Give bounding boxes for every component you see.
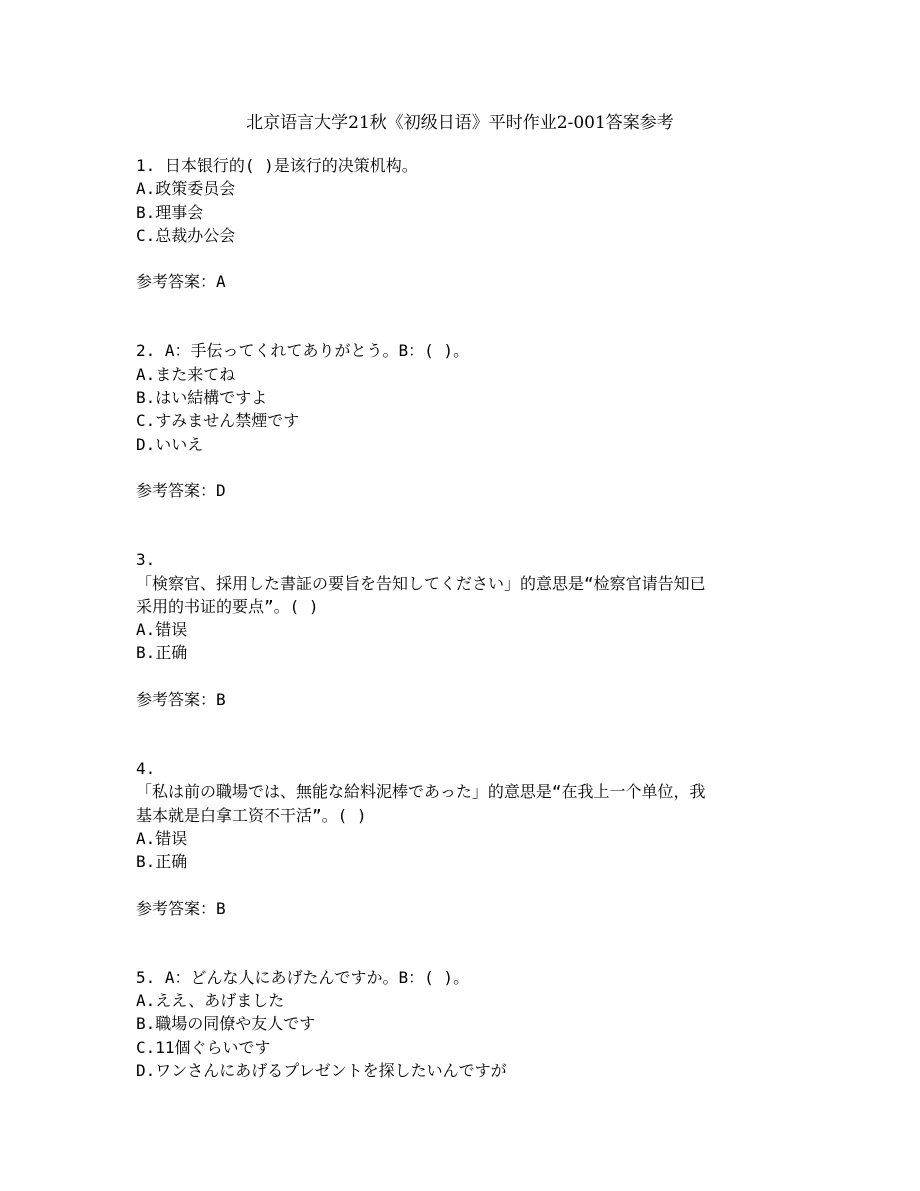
question-4	[136, 757, 796, 920]
question-3	[136, 548, 796, 711]
reference-answer: 参考答案：B	[136, 898, 226, 918]
option-a: A.错误	[136, 620, 188, 640]
option-a: A.また来てね	[136, 364, 236, 384]
question-stem-line-1: 「私は前の職場では、無能な給料泥棒であった」的意思是“在我上一个单位，我	[136, 782, 706, 802]
option-c: C.11個ぐらいです	[136, 1037, 271, 1057]
question-number: 4.	[136, 759, 156, 779]
reference-answer: 参考答案：B	[136, 689, 226, 709]
question-1	[136, 154, 796, 293]
question-stem-line-2: 采用的书证的要点”。( )	[136, 596, 319, 616]
reference-answer: 参考答案：A	[136, 272, 226, 292]
question-number: 3.	[136, 550, 156, 570]
question-stem: 5. A：どんな人にあげたんですか。B：( )。	[136, 967, 470, 987]
option-a: A.政策委员会	[136, 179, 236, 199]
option-c: C.すみません禁煙です	[136, 411, 300, 431]
option-b: B.職場の同僚や友人です	[136, 1014, 316, 1034]
option-d: D.ワンさんにあげるプレゼントを探したいんですが	[136, 1061, 507, 1081]
question-stem-line-1: 「検察官、採用した書証の要旨を告知してください」的意思是“检察官请告知已	[136, 573, 706, 593]
reference-answer: 参考答案：D	[136, 480, 226, 500]
question-list	[136, 154, 796, 1082]
question-stem: 2. A：手伝ってくれてありがとう。B：( )。	[136, 341, 470, 361]
option-a: A.错误	[136, 828, 188, 848]
question-2	[136, 339, 796, 502]
option-b: B.理事会	[136, 202, 204, 222]
option-c: C.总裁办公会	[136, 225, 236, 245]
option-b: B.正确	[136, 852, 188, 872]
option-b: B.正确	[136, 643, 188, 663]
option-d: D.いいえ	[136, 434, 204, 454]
option-a: A.ええ、あげました	[136, 991, 285, 1011]
document-title: 北京语言大学21秋《初级日语》平时作业2-001答案参考	[246, 113, 674, 133]
question-stem: 1. 日本银行的( )是该行的决策机构。	[136, 156, 418, 175]
option-b: B.はい結構ですよ	[136, 388, 268, 408]
question-5	[136, 966, 796, 1082]
question-stem-line-2: 基本就是白拿工资不干活”。( )	[136, 805, 367, 825]
